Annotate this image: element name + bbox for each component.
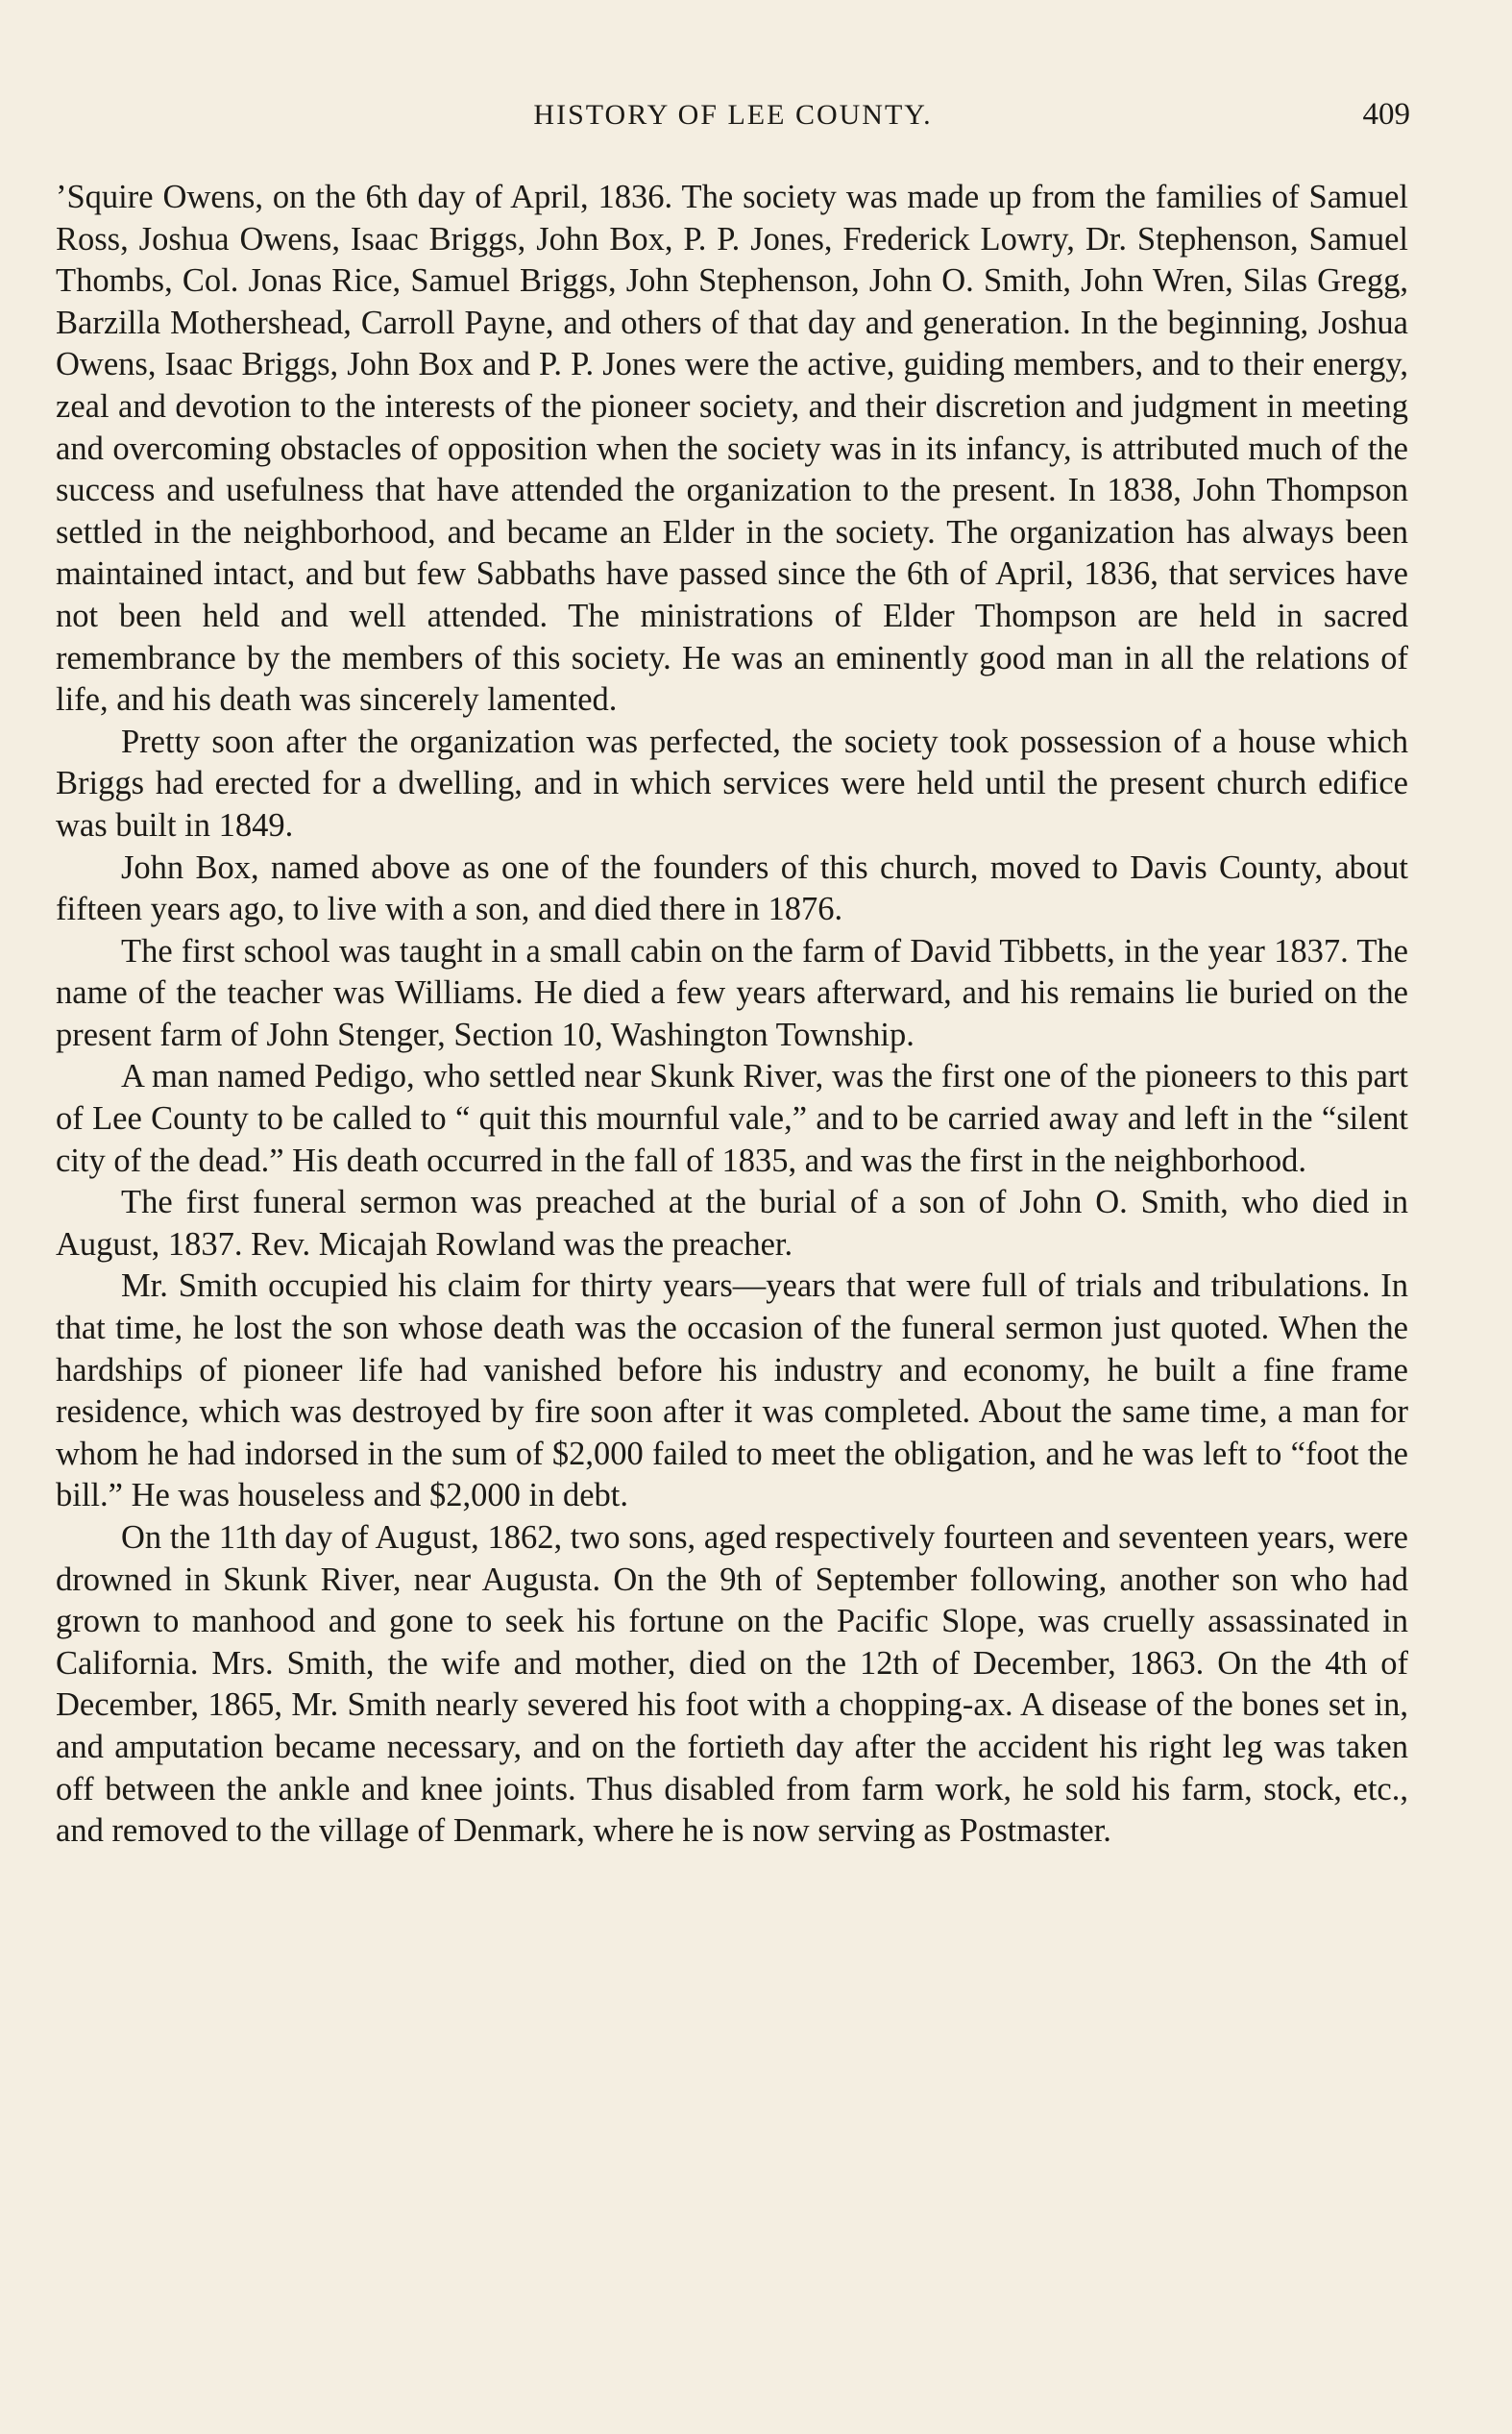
paragraph-smith-claim: Mr. Smith occupied his claim for thirty years—years that were full of trials and tribulations. In that time, he lost the son whose death was the occasion of the funeral sermon just quoted. When the hardships of pioneer life had vanished before his industry and economy, he built a fine frame residence, which was destroyed by fire soon after it was completed. About the same time, a man for whom he had indorsed in the sum of $2,000 failed to meet the obligation, and he was left to “foot the bill.” He was houseless and $2,000 in debt. <box>56 1267 1408 1514</box>
paragraph-continuation: ’Squire Owens, on the 6th day of April, 1836. The society was made up from the families of Samuel Ross, Joshua Owens, Isaac Briggs, John Box, P. P. Jones, Frederick Lowry, Dr. Stephenson, Samuel Thombs, Col. Jonas Rice, Samuel Briggs, John Stephenson, John O. Smith, John Wren, Silas Gregg, Barzilla Mothershead, Carroll Payne, and others of that day and generation. In the beginning, Joshua Owens, Isaac Briggs, John Box and P. P. Jones were the active, guiding members, and to their energy, zeal and devotion to the interests of the pioneer society, and their discretion and judgment in meeting and overcoming obstacles of opposition when the society was in its infancy, is attributed much of the success and usefulness that have attended the organization to the present. In 1838, John Thompson settled in the neighborhood, and became an Elder in the society. The organization has always been maintained intact, and but few Sabbaths have passed since the 6th of April, 1836, that services have not been held and well attended. The ministrations of Elder Thompson are held in sacred remembrance by the members of this society. He was an eminently good man in all the relations of life, and his death was sincerely lamented. <box>56 179 1408 719</box>
running-head <box>56 99 1410 137</box>
paragraph-first-school: The first school was taught in a small cabin on the farm of David Tibbetts, in the year 1837. The name of the teacher was Williams. He died a few years afterward, and his remains lie buried on the present farm of John Stenger, Section 10, Washington Township. <box>56 932 1408 1053</box>
body-text <box>56 177 1408 1853</box>
paragraph-meeting-house: Pretty soon after the organization was perfected, the society took possession of a house which Briggs had erected for a dwelling, and in which services were held until the present church edifice was built in 1849. <box>56 723 1408 844</box>
paragraph-john-box: John Box, named above as one of the founders of this church, moved to Davis County, about fifteen years ago, to live with a son, and died there in 1876. <box>56 848 1408 928</box>
page-number: 409 <box>1362 97 1410 132</box>
paragraph-pedigo: A man named Pedigo, who settled near Skunk River, was the first one of the pioneers to this part of Lee County to be called to “ quit this mournful vale,” and to be carried away and left in the “silent city of the dead.” His death occurred in the fall of 1835, and was the first in the neighborhood. <box>56 1058 1408 1179</box>
running-title: HISTORY OF LEE COUNTY. <box>533 99 933 131</box>
paragraph-smith-family: On the 11th day of August, 1862, two sons, aged respectively fourteen and seventeen years, were drowned in Skunk River, near Augusta. On the 9th of September following, another son who had grown to manhood and gone to seek his fortune on the Pacific Slope, was cruelly assassinated in California. Mrs. Smith, the wife and mother, died on the 12th of December, 1863. On the 4th of December, 1865, Mr. Smith nearly severed his foot with a chopping-ax. A disease of the bones set in, and amputation became necessary, and on the fortieth day after the accident his right leg was taken off between the ankle and knee joints. Thus disabled from farm work, he sold his farm, stock, etc., and removed to the village of Denmark, where he is now serving as Postmaster. <box>56 1519 1408 1850</box>
paragraph-funeral-sermon: The first funeral sermon was preached at the burial of a son of John O. Smith, who died in August, 1837. Rev. Micajah Rowland was the preacher. <box>56 1184 1408 1263</box>
